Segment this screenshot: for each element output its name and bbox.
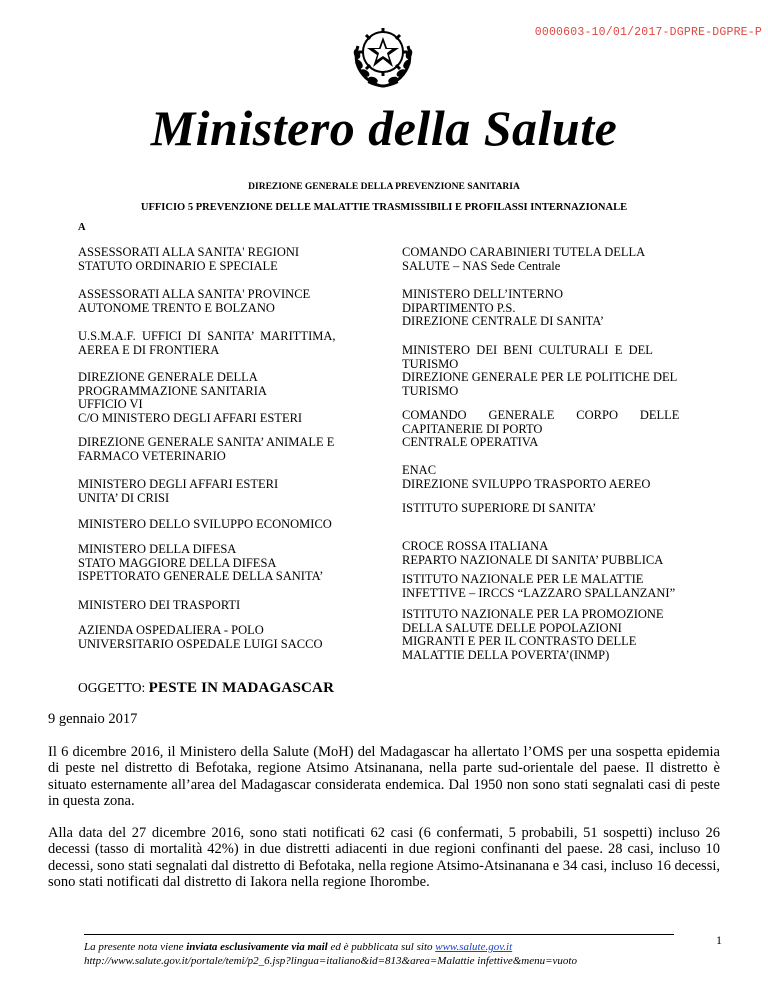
office-heading: UFFICIO 5 PREVENZIONE DELLE MALATTIE TRASMISSIBILI E PROFILASSI INTERNAZIONALE <box>140 202 628 213</box>
recipient-entry <box>78 543 341 584</box>
footer-text: La presente nota viene <box>84 941 187 953</box>
recipient-line: ISTITUTO NAZIONALE PER LE MALATTIE <box>402 572 644 586</box>
body-paragraph: Il 6 dicembre 2016, il Ministero della Salute (MoH) del Madagascar ha allertato l’OMS per una sospetta epidemia di peste nel distretto di Befotaka, regione Atsimo Atsinanana, nella parte sud-orientale del paese. Il distretto è situato esternamente all’area del Madagascar considerata endemica. Dal 1950 non sono stati segnalati casi di peste in questa zona. <box>48 744 720 809</box>
recipient-entry <box>402 344 687 398</box>
recipient-line: STATO MAGGIORE DELLA DIFESA <box>78 555 277 570</box>
recipient-entry <box>402 608 687 662</box>
recipient-entry <box>78 371 341 425</box>
body-paragraph: Alla data del 27 dicembre 2016, sono stati notificati 62 casi (6 confermati, 5 probabili, 51 sospetti) incluso 26 decessi (tasso di mortalità 42%) in due distretti adiacenti in due regioni confinanti del paese. 28 casi, incluso 10 decessi, sono stati segnalati dal distretto di Befotaka, nella regione Atsimo-Atsinanana e 34 casi, incluso 16 decessi, sono stati notificati dal distretto di Iakora nella regione Ihorombe. <box>48 825 720 890</box>
recipient-line: C/O MINISTERO DEGLI AFFARI ESTERI <box>78 410 303 425</box>
recipient-line: ISPETTORATO GENERALE DELLA SANITA’ <box>78 569 324 583</box>
recipient-entry <box>78 288 341 315</box>
recipient-line: CROCE ROSSA ITALIANA <box>402 539 549 553</box>
subject-value: PESTE IN MADAGASCAR <box>148 680 335 696</box>
recipient-line: MIGRANTI E PER IL CONTRASTO DELLE <box>402 634 637 648</box>
ministry-title: Ministero della Salute <box>150 100 618 156</box>
recipient-line: REPARTO NAZIONALE DI SANITA’ PUBBLICA <box>402 552 664 567</box>
recipient-entry <box>78 478 341 505</box>
protocol-stamp: 0000603-10/01/2017-DGPRE-DGPRE-P <box>534 26 762 39</box>
recipient-entry <box>402 502 687 516</box>
page-number: 1 <box>716 933 722 947</box>
site-link[interactable]: www.salute.gov.it <box>435 941 513 953</box>
letter-date: 9 gennaio 2017 <box>48 711 138 727</box>
recipient-line: DELLA SALUTE DELLE POPOLAZIONI <box>402 620 622 635</box>
recipient-line: INFETTIVE – IRCCS “LAZZARO SPALLANZANI” <box>402 585 676 600</box>
recipient-line: U.S.M.A.F. UFFICI DI SANITA’ MARITTIMA, <box>78 329 336 343</box>
recipient-line: FARMACO VETERINARIO <box>78 448 226 463</box>
italian-emblem-icon <box>344 16 422 90</box>
recipient-line: DIREZIONE SVILUPPO TRASPORTO AEREO <box>402 476 651 491</box>
recipient-line: SALUTE – NAS Sede Centrale <box>402 258 561 273</box>
recipient-line: ASSESSORATI ALLA SANITA' PROVINCE <box>78 287 311 301</box>
recipient-line: COMANDO GENERALE CORPO DELLE <box>402 408 680 422</box>
recipient-line: UNIVERSITARIO OSPEDALE LUIGI SACCO <box>78 636 323 651</box>
recipient-entry <box>402 246 687 273</box>
recipient-line: TURISMO <box>402 383 459 398</box>
recipient-entry <box>402 288 687 329</box>
recipient-line: UNITA’ DI CRISI <box>78 490 170 505</box>
recipient-line: MINISTERO DELLO SVILUPPO ECONOMICO <box>78 517 332 531</box>
directorate-heading: DIREZIONE GENERALE DELLA PREVENZIONE SANITARIA <box>248 182 520 192</box>
recipient-entry <box>78 436 341 463</box>
recipient-line: MINISTERO DELLA DIFESA <box>78 542 237 556</box>
recipient-line: PROGRAMMAZIONE SANITARIA <box>78 383 267 398</box>
footer-note <box>84 940 684 968</box>
recipient-line: ASSESSORATI ALLA SANITA' REGIONI <box>78 245 300 259</box>
recipient-line: UFFICIO VI <box>78 397 143 411</box>
footer-text: ed è pubblicata sul sito <box>327 941 436 953</box>
recipient-line: TURISMO <box>402 356 459 371</box>
recipient-entry <box>78 330 341 357</box>
recipient-line: ISTITUTO SUPERIORE DI SANITA’ <box>402 501 597 515</box>
footer-url: http://www.salute.gov.it/portale/temi/p2_6.jsp?lingua=italiano&id=813&area=Malattie infettive&menu=vuoto <box>84 955 577 967</box>
recipient-entry <box>78 518 341 532</box>
recipient-line: STATUTO ORDINARIO E SPECIALE <box>78 258 278 273</box>
recipient-line: DIREZIONE CENTRALE DI SANITA’ <box>402 314 605 328</box>
recipient-line: AZIENDA OSPEDALIERA - POLO <box>78 623 264 637</box>
recipient-entry <box>402 540 687 567</box>
recipient-line: CAPITANERIE DI PORTO <box>402 421 543 436</box>
recipient-line: CENTRALE OPERATIVA <box>402 435 539 449</box>
recipient-line: MINISTERO DEI BENI CULTURALI E DEL <box>402 343 653 357</box>
recipient-line: MINISTERO DEI TRASPORTI <box>78 598 241 612</box>
addressee-label: A <box>78 222 86 233</box>
recipient-line: DIPARTIMENTO P.S. <box>402 300 516 315</box>
recipient-line: AUTONOME TRENTO E BOLZANO <box>78 300 275 315</box>
footer-divider <box>84 934 674 935</box>
recipient-line: DIREZIONE GENERALE DELLA <box>78 370 258 384</box>
recipient-line: MINISTERO DELL’INTERNO <box>402 287 563 301</box>
recipient-line: MALATTIE DELLA POVERTA’(INMP) <box>402 647 610 662</box>
subject-label: OGGETTO: <box>78 680 149 695</box>
footer-emphasis: inviata esclusivamente via mail <box>186 941 328 953</box>
recipient-entry <box>402 409 687 450</box>
recipient-entry <box>78 624 341 651</box>
recipient-entry <box>78 599 341 613</box>
recipient-line: ENAC <box>402 463 437 477</box>
recipient-entry <box>402 464 687 491</box>
recipient-line: DIREZIONE GENERALE SANITA’ ANIMALE E <box>78 435 335 449</box>
recipient-line: AEREA E DI FRONTIERA <box>78 342 220 357</box>
recipient-entry <box>78 246 341 273</box>
recipient-line: ISTITUTO NAZIONALE PER LA PROMOZIONE <box>402 607 664 621</box>
recipient-entry <box>402 573 687 600</box>
subject-line <box>78 680 334 697</box>
recipient-line: MINISTERO DEGLI AFFARI ESTERI <box>78 477 279 491</box>
recipient-line: DIREZIONE GENERALE PER LE POLITICHE DEL <box>402 370 678 384</box>
recipient-line: COMANDO CARABINIERI TUTELA DELLA <box>402 245 646 259</box>
